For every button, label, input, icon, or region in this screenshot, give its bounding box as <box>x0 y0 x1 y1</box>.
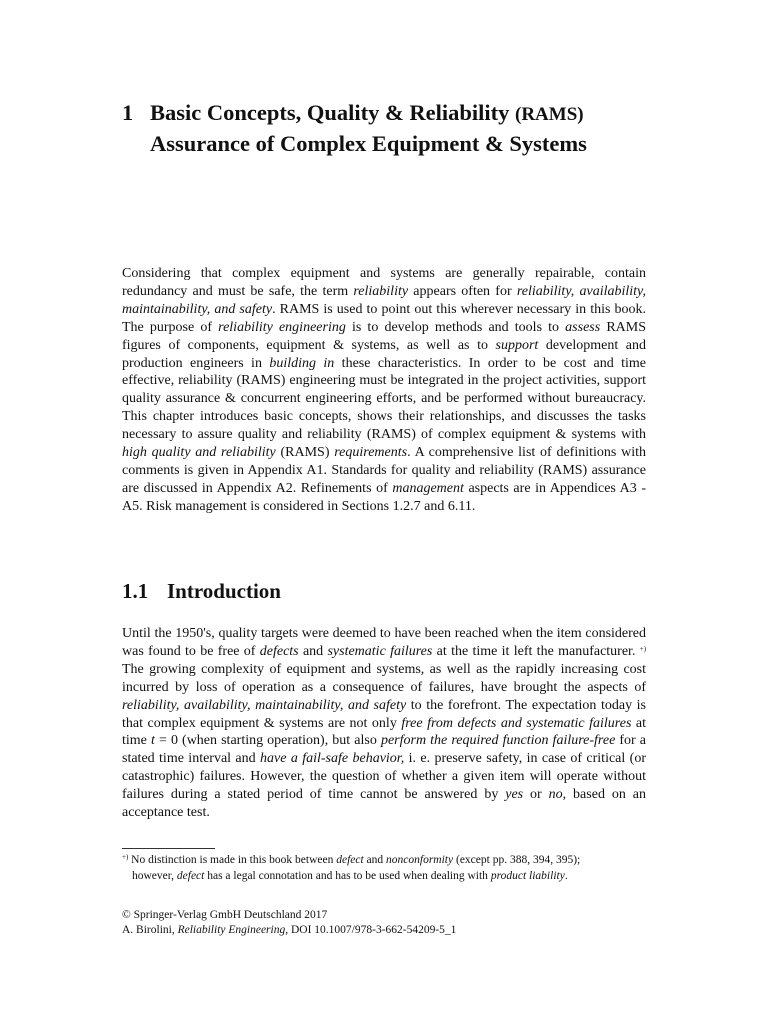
emphasis: requirements <box>334 445 408 461</box>
text-run: appears often for <box>408 283 517 299</box>
footnote-reference[interactable]: +) <box>639 644 647 653</box>
emphasis: high quality and reliability <box>122 445 276 461</box>
math-variable: t <box>150 733 155 749</box>
text-run: at the time it left the manufacturer. <box>432 643 636 659</box>
text-run: (RAMS) <box>275 445 335 461</box>
text-run: The growing complexity of equipment and systems, as well as the rapidly increasing cost incurred by loss of operation as a consequence of failures, have brought the aspects of <box>122 661 646 695</box>
text-run: No distinction is made in this book between <box>128 854 337 866</box>
text-run: Until the 1950's, quality targets were deemed to have been reached when the item considered was found to be free of <box>122 626 646 659</box>
section-number: 1.1 <box>122 579 149 603</box>
text-run: i. e. preserve safety, in case of critical (or catastrophic) failures. However, the question of whether a given item will operate without failures during a stated period of time cannot be answered by <box>122 751 646 803</box>
emphasis: yes <box>505 787 524 803</box>
emphasis: no <box>548 787 563 803</box>
emphasis: reliability, availability, maintainability, and safety <box>122 283 646 317</box>
text-run: . <box>564 870 568 882</box>
footnote <box>122 852 656 884</box>
text-run: for a stated time interval and <box>122 733 646 767</box>
text-run: to the forefront. The expectation today is that complex equipment & systems are not only <box>122 697 646 731</box>
emphasis: defect <box>176 870 205 882</box>
emphasis: nonconformity <box>386 854 454 866</box>
chapter-title-line1 <box>122 98 682 129</box>
text-run: , based on an acceptance test. <box>122 787 646 821</box>
intro-paragraph <box>122 265 646 516</box>
emphasis: assess <box>565 319 601 335</box>
text-run: = 0 (when starting operation), but also <box>154 733 381 749</box>
emphasis: support <box>495 337 539 353</box>
text-run: these characteristics. In order to be cost and time effective, reliability (RAMS) engineering must be integrated in the project activities, support quality assurance & concurrent engineering efforts, and be performed without bureaucracy. This chapter introduces basic concepts, shows their relationships, and discusses the tasks necessary to assure quality and reliability (RAMS) of complex equipment & systems with <box>122 355 647 443</box>
emphasis: defects <box>259 643 299 659</box>
chapter-title-text: Basic Concepts, Quality & Reliability <box>150 100 510 125</box>
copyright-block <box>122 908 662 938</box>
text-run: has a legal connotation and has to be used when dealing with <box>204 870 491 882</box>
emphasis: product liability <box>490 870 565 882</box>
footnote-line2 <box>122 868 656 884</box>
chapter-title-rams: (RAMS) <box>515 104 584 125</box>
section-title: Introduction <box>167 579 281 603</box>
citation-line <box>122 923 662 938</box>
text-run: (except pp. 388, 394, 395); <box>453 854 581 866</box>
emphasis: reliability engineering <box>218 319 346 335</box>
copyright-line: © Springer-Verlag GmbH Deutschland 2017 <box>122 909 328 921</box>
emphasis: management <box>392 480 464 496</box>
text-run: development and production engineers in <box>122 337 646 371</box>
section-heading <box>122 577 281 605</box>
text-run: and <box>298 643 328 659</box>
section-paragraph <box>122 625 646 822</box>
text-run: A. Birolini, <box>122 924 178 936</box>
emphasis: building in <box>269 355 335 371</box>
text-run: aspects are in Appendices A3 - A5. Risk management is considered in Sections 1.2.7 and 6.11. <box>122 480 647 514</box>
text-run: or <box>523 787 549 803</box>
text-run: is to develop methods and tools to <box>345 319 566 335</box>
chapter-number: 1 <box>122 100 134 125</box>
text-run: RAMS figures of components, equipment & systems, as well as to <box>122 319 646 353</box>
text-run: Considering that complex equipment and systems are generally repairable, contain redundancy and must be safe, the term <box>122 266 646 299</box>
emphasis: reliability, availability, maintainability, and safety <box>122 697 407 713</box>
text-run: . RAMS is used to point out this wherever necessary in this book. The purpose of <box>122 301 646 335</box>
footnote-line1 <box>122 852 656 868</box>
emphasis: defect <box>336 854 364 866</box>
emphasis: systematic failures <box>327 643 433 659</box>
text-run: and <box>363 854 387 866</box>
doi-text: , DOI 10.1007/978-3-662-54209-5_1 <box>285 924 457 936</box>
text-run: at time <box>122 715 646 749</box>
text-run: however, <box>132 870 177 882</box>
emphasis: have a fail-safe behavior, <box>260 751 405 767</box>
footnote-mark: +) <box>122 853 129 861</box>
emphasis: perform the required function failure-free <box>380 733 616 749</box>
chapter-title <box>122 98 682 158</box>
footnote-divider <box>122 848 215 849</box>
emphasis: free from defects and systematic failures <box>401 715 632 731</box>
book-title: Reliability Engineering <box>177 924 286 936</box>
chapter-title-line2: Assurance of Complex Equipment & Systems <box>150 131 587 156</box>
text-run: . A comprehensive list of definitions with comments is given in Appendix A1. Standards for quality and reliability (RAMS) assurance are discussed in Appendix A2. Refinements of <box>122 445 646 496</box>
emphasis: reliability <box>353 283 409 299</box>
